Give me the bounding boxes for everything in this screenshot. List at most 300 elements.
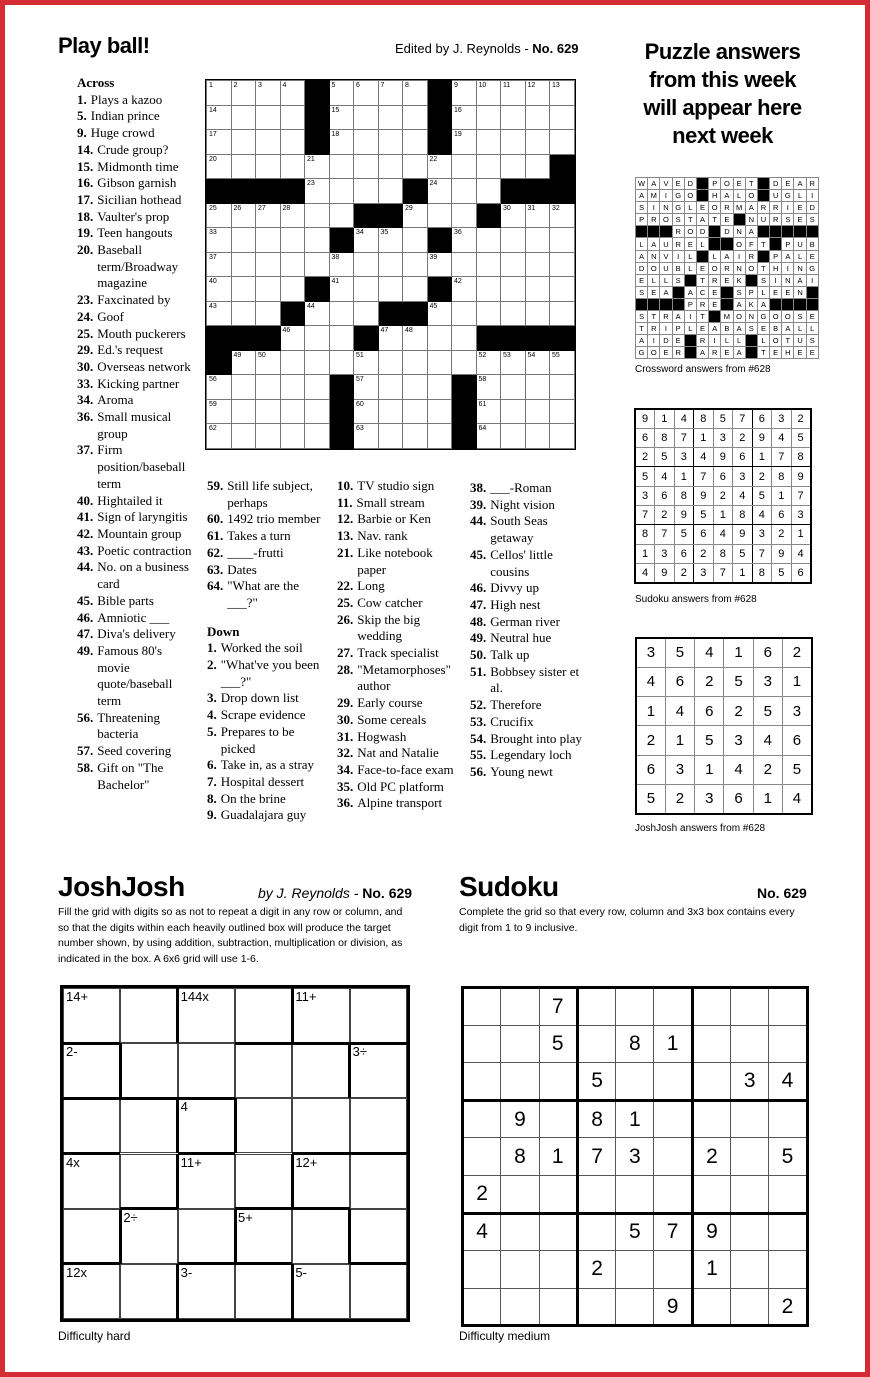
answer-letter: A bbox=[794, 274, 806, 286]
crossword-cell bbox=[256, 81, 281, 106]
sudoku-cell[interactable] bbox=[616, 1063, 654, 1101]
crossword-cell bbox=[501, 81, 526, 106]
answer-letter: B bbox=[770, 323, 782, 335]
crossword-cell bbox=[427, 399, 452, 424]
sudoku-answer-cell: 7 bbox=[655, 525, 675, 544]
sudoku-cell[interactable] bbox=[539, 1213, 577, 1251]
down-heading: Down bbox=[207, 623, 240, 639]
crossword-cell bbox=[476, 375, 501, 400]
sudoku-cell[interactable] bbox=[577, 1175, 615, 1213]
cage-border bbox=[235, 1042, 292, 1045]
joshjosh-answer-cell: 3 bbox=[665, 755, 694, 784]
sudoku-answer-cell: 2 bbox=[694, 544, 714, 563]
cell-number: 33 bbox=[209, 229, 217, 236]
black-square bbox=[256, 179, 281, 204]
answer-letter: O bbox=[709, 262, 721, 274]
sudoku-cell[interactable] bbox=[463, 1138, 501, 1176]
cage-border bbox=[348, 1043, 351, 1098]
crossword-cell bbox=[452, 301, 477, 326]
sudoku-answer-cell: 3 bbox=[791, 505, 811, 524]
sudoku-cell[interactable] bbox=[769, 1100, 807, 1138]
crossword-cell bbox=[231, 424, 256, 449]
crossword-cell bbox=[550, 399, 575, 424]
answer-letter: R bbox=[757, 202, 769, 214]
cell-number: 54 bbox=[527, 351, 536, 359]
joshjosh-cell[interactable] bbox=[350, 1264, 407, 1319]
sudoku-cell[interactable] bbox=[577, 988, 615, 1026]
sudoku-cell[interactable] bbox=[577, 1288, 615, 1326]
clue-text: Barbie or Ken bbox=[357, 511, 431, 527]
joshjosh-answers-grid bbox=[635, 637, 813, 815]
sudoku-cell[interactable] bbox=[769, 1251, 807, 1289]
answer-letter: A bbox=[696, 214, 708, 226]
answer-letter: U bbox=[757, 214, 769, 226]
sudoku-cell[interactable] bbox=[577, 1213, 615, 1251]
answer-letter: R bbox=[806, 178, 818, 190]
sudoku-cell[interactable] bbox=[769, 1175, 807, 1213]
answer-letter: T bbox=[684, 214, 696, 226]
crossword-cell bbox=[525, 252, 550, 277]
answer-letter: E bbox=[648, 286, 660, 298]
clue bbox=[77, 743, 197, 760]
answer-black-square bbox=[770, 226, 782, 238]
answer-letter: G bbox=[672, 202, 684, 214]
crossword-cell bbox=[354, 277, 379, 302]
black-square bbox=[476, 326, 501, 351]
answer-black-square bbox=[636, 298, 648, 310]
clue-text: Still life subject, perhaps bbox=[227, 478, 313, 510]
sudoku-answer-cell: 6 bbox=[752, 409, 772, 428]
clue-number: 13. bbox=[337, 528, 354, 544]
joshjosh-cell[interactable] bbox=[120, 1264, 177, 1319]
joshjosh-cell[interactable] bbox=[292, 1098, 349, 1153]
answer-letter: T bbox=[696, 274, 708, 286]
joshjosh-cell[interactable] bbox=[235, 1154, 292, 1209]
answer-letter: O bbox=[745, 190, 757, 202]
answer-letter: S bbox=[636, 202, 648, 214]
sudoku-cell[interactable] bbox=[616, 1251, 654, 1289]
crossword-cell bbox=[452, 228, 477, 253]
sudoku-cell[interactable] bbox=[731, 1251, 769, 1289]
clue-text: Brought into play bbox=[490, 730, 582, 746]
cell-number: 57 bbox=[356, 376, 364, 383]
sudoku-cell: 7 bbox=[654, 1213, 692, 1251]
clue bbox=[207, 562, 332, 579]
answer-letter: G bbox=[636, 347, 648, 359]
clue bbox=[77, 225, 197, 242]
sudoku-cell[interactable] bbox=[692, 1100, 730, 1138]
clue bbox=[77, 610, 197, 627]
answer-letter: A bbox=[733, 347, 745, 359]
cell-number: 36 bbox=[454, 229, 462, 236]
black-square bbox=[305, 277, 330, 302]
clue bbox=[77, 409, 197, 442]
crossword-cell bbox=[354, 424, 379, 449]
joshjosh-answer-cell: 2 bbox=[724, 697, 753, 726]
answer-letter: L bbox=[684, 250, 696, 262]
answer-letter: H bbox=[770, 262, 782, 274]
cell-number: 9 bbox=[454, 82, 458, 89]
black-square bbox=[354, 326, 379, 351]
sudoku-answers-grid bbox=[634, 408, 812, 584]
cage-border bbox=[176, 988, 179, 1043]
answer-black-square bbox=[806, 298, 818, 310]
sudoku-cell[interactable] bbox=[731, 1213, 769, 1251]
crossword-cell bbox=[305, 179, 330, 204]
cage-border bbox=[176, 1154, 179, 1209]
answer-letter: O bbox=[733, 238, 745, 250]
clue-number: 28. bbox=[337, 661, 354, 677]
joshjosh-cell[interactable] bbox=[178, 1209, 235, 1264]
clue-number: 2. bbox=[207, 657, 217, 673]
answer-letter: I bbox=[806, 274, 818, 286]
sudoku-cell[interactable] bbox=[654, 988, 692, 1026]
answer-letter: R bbox=[709, 347, 721, 359]
joshjosh-cell[interactable] bbox=[235, 1264, 292, 1319]
black-square bbox=[427, 81, 452, 106]
clue bbox=[470, 597, 590, 614]
answer-letter: S bbox=[745, 323, 757, 335]
joshjosh-cell[interactable] bbox=[350, 1154, 407, 1209]
answer-letter: T bbox=[636, 323, 648, 335]
clue bbox=[77, 593, 197, 610]
clue bbox=[77, 493, 197, 510]
answer-letter: A bbox=[636, 335, 648, 347]
answer-letter: E bbox=[709, 286, 721, 298]
sudoku-cell[interactable] bbox=[616, 988, 654, 1026]
sudoku-cell[interactable] bbox=[731, 1025, 769, 1063]
black-square bbox=[427, 130, 452, 155]
clue-text: Plays a kazoo bbox=[90, 91, 163, 107]
joshjosh-cell[interactable] bbox=[120, 1043, 177, 1098]
joshjosh-cell[interactable] bbox=[235, 1098, 292, 1153]
sudoku-cell[interactable] bbox=[577, 1025, 615, 1063]
sudoku-answer-cell: 9 bbox=[733, 525, 753, 544]
sudoku-cell[interactable] bbox=[501, 1288, 539, 1326]
sudoku-answer-cell: 6 bbox=[772, 505, 792, 524]
sudoku-cell[interactable] bbox=[539, 1288, 577, 1326]
clue-number: 55. bbox=[470, 747, 487, 763]
sudoku-cell[interactable] bbox=[731, 988, 769, 1026]
clue bbox=[470, 547, 590, 580]
crossword-grid bbox=[205, 79, 576, 450]
crossword-cell bbox=[427, 350, 452, 375]
sudoku-answer-cell: 3 bbox=[674, 448, 694, 467]
answer-letter: U bbox=[794, 335, 806, 347]
joshjosh-cell[interactable] bbox=[292, 1209, 349, 1264]
sudoku-cell: 4 bbox=[463, 1213, 501, 1251]
clue-number: 29. bbox=[337, 695, 354, 711]
clues-column-3 bbox=[337, 478, 463, 812]
clue-number: 12. bbox=[337, 511, 354, 527]
answer-letter: E bbox=[794, 214, 806, 226]
answer-letter: B bbox=[721, 323, 733, 335]
answer-letter: S bbox=[636, 286, 648, 298]
crossword-cell bbox=[207, 399, 232, 424]
clue-text: Huge crowd bbox=[90, 125, 155, 141]
cell-number: 42 bbox=[454, 278, 462, 285]
answer-letter: O bbox=[770, 311, 782, 323]
sudoku-cell[interactable] bbox=[463, 1288, 501, 1326]
answer-letter: D bbox=[636, 262, 648, 274]
sudoku-answer-cell: 3 bbox=[713, 428, 733, 447]
joshjosh-cell[interactable] bbox=[350, 1209, 407, 1264]
sudoku-cell[interactable] bbox=[539, 1063, 577, 1101]
crossword-cell bbox=[207, 105, 232, 130]
answer-letter: I bbox=[770, 274, 782, 286]
black-square bbox=[280, 301, 305, 326]
sudoku-answer-cell: 4 bbox=[733, 486, 753, 505]
joshjosh-cell[interactable] bbox=[63, 1209, 120, 1264]
joshjosh-cell[interactable] bbox=[235, 988, 292, 1043]
answer-letter: I bbox=[684, 311, 696, 323]
cage-target: 12x bbox=[66, 1264, 87, 1280]
sudoku-answer-cell: 5 bbox=[655, 448, 675, 467]
answer-letter: T bbox=[757, 347, 769, 359]
answer-black-square bbox=[684, 274, 696, 286]
joshjosh-answer-cell: 5 bbox=[636, 784, 665, 813]
crossword-cell bbox=[403, 252, 428, 277]
cell-number: 45 bbox=[429, 302, 438, 310]
joshjosh-answer-cell: 4 bbox=[724, 755, 753, 784]
answer-letter: L bbox=[684, 202, 696, 214]
clue-number: 63. bbox=[207, 561, 224, 577]
sudoku-cell[interactable] bbox=[769, 1025, 807, 1063]
crossword-cell bbox=[550, 81, 575, 106]
crossword-cell bbox=[231, 154, 256, 179]
answer-letter: N bbox=[733, 226, 745, 238]
clue-text: Goof bbox=[97, 308, 124, 324]
sudoku-cell[interactable] bbox=[692, 1025, 730, 1063]
clue-number: 44. bbox=[470, 513, 487, 529]
sudoku-answer-cell: 7 bbox=[733, 409, 753, 428]
sudoku-cell[interactable] bbox=[731, 1100, 769, 1138]
crossword-cell bbox=[354, 105, 379, 130]
black-square bbox=[427, 228, 452, 253]
joshjosh-cell[interactable] bbox=[235, 1043, 292, 1098]
sudoku-cell[interactable] bbox=[616, 1288, 654, 1326]
answer-letter: A bbox=[648, 178, 660, 190]
clue-number: 38. bbox=[470, 480, 487, 495]
sudoku-cell[interactable] bbox=[654, 1100, 692, 1138]
sudoku-answer-cell: 3 bbox=[733, 467, 753, 486]
clue-number: 47. bbox=[470, 596, 487, 612]
sudoku-cell[interactable] bbox=[501, 988, 539, 1026]
sudoku-cell[interactable] bbox=[769, 1213, 807, 1251]
answer-letter: R bbox=[745, 250, 757, 262]
sudoku-cell[interactable] bbox=[539, 1100, 577, 1138]
answer-black-square bbox=[745, 335, 757, 347]
clue-text: Cow catcher bbox=[357, 594, 423, 610]
clue-text: Alpine transport bbox=[357, 795, 443, 811]
crossword-cell bbox=[550, 105, 575, 130]
sudoku-cell[interactable] bbox=[692, 1288, 730, 1326]
clue bbox=[470, 747, 590, 764]
answer-letter: E bbox=[672, 335, 684, 347]
joshjosh-cell[interactable] bbox=[63, 1098, 120, 1153]
black-square bbox=[476, 203, 501, 228]
crossword-cell bbox=[525, 277, 550, 302]
sudoku-cell[interactable] bbox=[692, 988, 730, 1026]
crossword-cell bbox=[501, 228, 526, 253]
sudoku-cell[interactable] bbox=[539, 1175, 577, 1213]
sudoku-cell[interactable] bbox=[463, 1251, 501, 1289]
cage-border bbox=[119, 1209, 122, 1264]
crossword-cell bbox=[231, 252, 256, 277]
crossword-cell bbox=[207, 228, 232, 253]
sudoku-cell[interactable] bbox=[654, 1138, 692, 1176]
sudoku-cell[interactable] bbox=[654, 1251, 692, 1289]
clue-number: 34. bbox=[77, 392, 94, 408]
sudoku-answer-cell: 5 bbox=[791, 428, 811, 447]
answer-letter: O bbox=[721, 178, 733, 190]
joshjosh-answer-cell: 6 bbox=[724, 784, 753, 813]
clue-number: 16. bbox=[77, 175, 94, 191]
joshjosh-cell[interactable] bbox=[120, 1154, 177, 1209]
answer-letter: I bbox=[648, 202, 660, 214]
clue-text: Neutral hue bbox=[490, 630, 552, 646]
sudoku-answer-cell: 4 bbox=[791, 544, 811, 563]
black-square bbox=[305, 130, 330, 155]
crossword-cell bbox=[256, 203, 281, 228]
sudoku-cell[interactable] bbox=[463, 1063, 501, 1101]
sudoku-cell[interactable] bbox=[501, 1213, 539, 1251]
clue-text: Indian prince bbox=[90, 108, 160, 124]
crossword-cell bbox=[550, 277, 575, 302]
clue-number: 36. bbox=[337, 795, 354, 811]
answer-letter: I bbox=[709, 335, 721, 347]
clue-number: 17. bbox=[77, 191, 94, 207]
joshjosh-answer-cell: 3 bbox=[753, 667, 782, 696]
sudoku-cell[interactable] bbox=[501, 1025, 539, 1063]
crossword-cell bbox=[550, 252, 575, 277]
joshjosh-cell[interactable] bbox=[178, 1043, 235, 1098]
crossword-cell bbox=[476, 399, 501, 424]
sudoku-cell[interactable] bbox=[501, 1175, 539, 1213]
crossword-cell bbox=[378, 228, 403, 253]
crossword-cell bbox=[329, 252, 354, 277]
cell-number: 28 bbox=[282, 204, 291, 212]
clue bbox=[77, 108, 197, 125]
crossword-cell bbox=[550, 375, 575, 400]
joshjosh-cell[interactable] bbox=[350, 988, 407, 1043]
sudoku-answer-cell: 2 bbox=[733, 428, 753, 447]
clue-text: Hospital dessert bbox=[220, 773, 305, 789]
sudoku-cell[interactable] bbox=[731, 1138, 769, 1176]
joshjosh-answer-cell: 2 bbox=[782, 638, 811, 667]
clue bbox=[470, 714, 590, 731]
sudoku-answer-cell: 3 bbox=[752, 525, 772, 544]
joshjosh-instructions: Fill the grid with digits so as not to repeat a digit in any row or column, and so that the digits within each heavily outlined box will produce the target number shown, by using addition, subtraction, multiplication or division, as indicated in the box. A 6x6 grid will use 1-6. bbox=[58, 906, 403, 965]
sudoku-cell[interactable] bbox=[731, 1175, 769, 1213]
sudoku-cell[interactable] bbox=[501, 1251, 539, 1289]
joshjosh-cell[interactable] bbox=[120, 1098, 177, 1153]
joshjosh-answer-cell: 2 bbox=[695, 667, 724, 696]
crossword-cell bbox=[378, 424, 403, 449]
cell-number: 38 bbox=[331, 253, 340, 261]
crossword-cell bbox=[329, 350, 354, 375]
answer-letter: A bbox=[733, 298, 745, 310]
answer-letter: D bbox=[696, 226, 708, 238]
clue-text: Mouth puckerers bbox=[97, 325, 186, 341]
cell-number: 50 bbox=[258, 351, 266, 359]
cage-border bbox=[119, 1043, 122, 1098]
crossword-cell bbox=[452, 179, 477, 204]
answer-letter: A bbox=[648, 238, 660, 250]
sudoku-cell[interactable] bbox=[463, 988, 501, 1026]
clue-number: 46. bbox=[77, 609, 94, 625]
sudoku-cell[interactable] bbox=[463, 1100, 501, 1138]
clue-number: 14. bbox=[77, 141, 94, 157]
clue-number: 56. bbox=[77, 709, 94, 725]
sudoku-cell[interactable] bbox=[692, 1175, 730, 1213]
sudoku-cell[interactable] bbox=[539, 1251, 577, 1289]
answer-letter: R bbox=[721, 202, 733, 214]
clue-text: Legendary loch bbox=[490, 747, 572, 763]
crossword-cell bbox=[207, 375, 232, 400]
sudoku-cell[interactable] bbox=[654, 1063, 692, 1101]
clue-text: Worked the soil bbox=[220, 640, 303, 656]
crossword-cell bbox=[550, 228, 575, 253]
crossword-cell bbox=[305, 399, 330, 424]
joshjosh-cell[interactable] bbox=[350, 1098, 407, 1153]
clue bbox=[77, 309, 197, 326]
answer-black-square bbox=[721, 298, 733, 310]
clue-number: 45. bbox=[77, 592, 94, 608]
sudoku-cell[interactable] bbox=[769, 988, 807, 1026]
clue-number: 8. bbox=[207, 790, 217, 806]
cage-target: 4x bbox=[66, 1154, 80, 1170]
sudoku-cell[interactable] bbox=[616, 1175, 654, 1213]
clue-text: Nav. rank bbox=[357, 528, 408, 544]
sudoku-answer-cell: 1 bbox=[713, 505, 733, 524]
crossword-cell bbox=[452, 154, 477, 179]
sudoku-cell: 1 bbox=[539, 1138, 577, 1176]
crossword-cell bbox=[305, 326, 330, 351]
clue bbox=[77, 209, 197, 226]
cell-number: 19 bbox=[454, 131, 462, 138]
crossword-cell bbox=[280, 424, 305, 449]
crossword-cell bbox=[378, 179, 403, 204]
cell-number: 53 bbox=[503, 351, 511, 359]
sudoku-cell[interactable] bbox=[501, 1063, 539, 1101]
joshjosh-cell[interactable] bbox=[120, 988, 177, 1043]
crossword-cell bbox=[378, 399, 403, 424]
sudoku-cell: 5 bbox=[539, 1025, 577, 1063]
clue bbox=[77, 626, 197, 643]
answer-black-square bbox=[709, 226, 721, 238]
crossword-cell bbox=[452, 277, 477, 302]
crossword-cell bbox=[354, 179, 379, 204]
cell-number: 24 bbox=[429, 180, 438, 187]
sudoku-answer-cell: 5 bbox=[694, 505, 714, 524]
answer-letter: A bbox=[684, 286, 696, 298]
sudoku-cell[interactable] bbox=[731, 1288, 769, 1326]
clue-number: 50. bbox=[470, 647, 487, 663]
clue-text: "What are the ___?" bbox=[227, 578, 299, 610]
joshjosh-cell[interactable] bbox=[292, 1043, 349, 1098]
answer-letter: E bbox=[696, 202, 708, 214]
sudoku-cell[interactable] bbox=[654, 1175, 692, 1213]
answer-letter: A bbox=[721, 190, 733, 202]
clue bbox=[337, 545, 463, 578]
sudoku-cell[interactable] bbox=[692, 1063, 730, 1101]
sudoku-cell[interactable] bbox=[463, 1025, 501, 1063]
black-square bbox=[231, 326, 256, 351]
clue bbox=[337, 695, 463, 712]
crossword-cell bbox=[550, 130, 575, 155]
answer-letter: L bbox=[684, 323, 696, 335]
